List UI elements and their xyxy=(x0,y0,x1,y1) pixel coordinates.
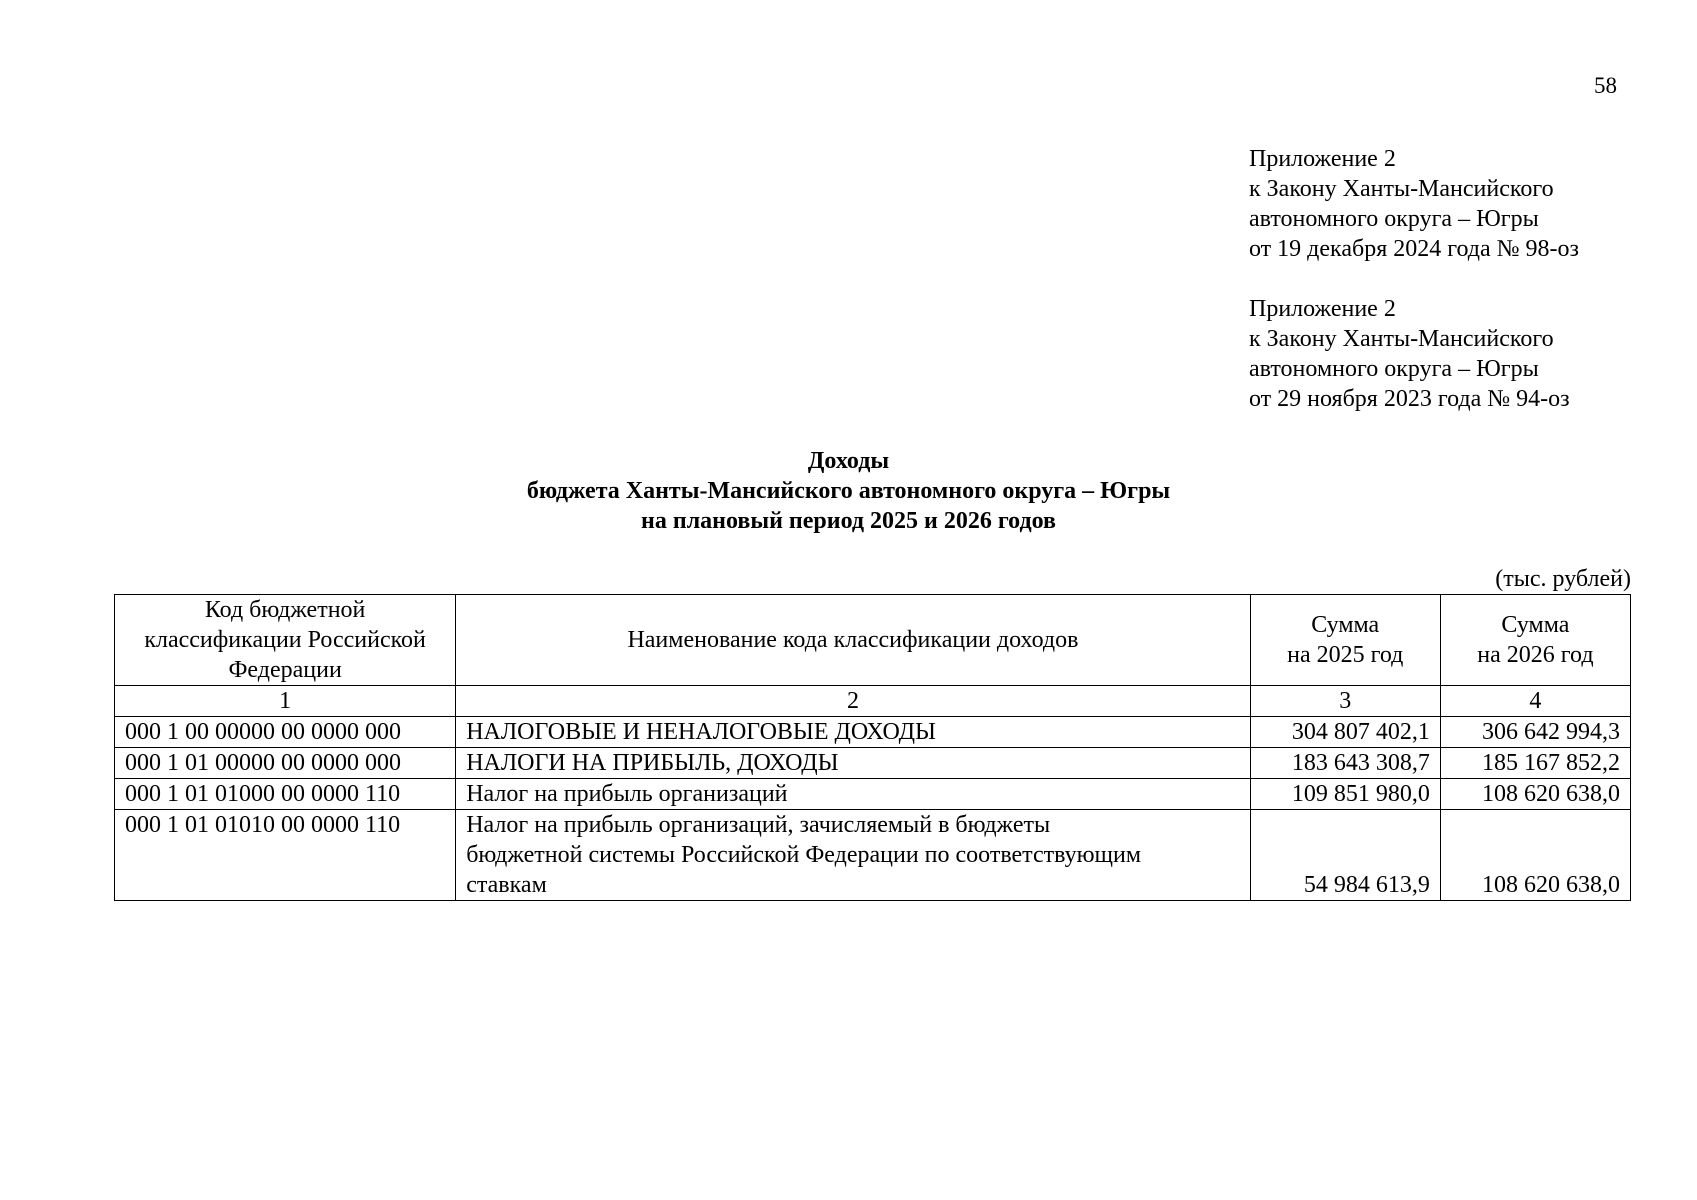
income-name: НАЛОГИ НА ПРИБЫЛЬ, ДОХОДЫ xyxy=(456,748,1250,779)
appendix-line: Приложение 2 xyxy=(1249,296,1396,322)
classification-code: 000 1 01 00000 00 0000 000 xyxy=(115,748,456,779)
title-line: бюджета Ханты-Мансийского автономного округа – Югры xyxy=(526,478,1171,504)
table-header-row xyxy=(115,595,1631,686)
appendix-note-current xyxy=(1249,144,1579,264)
sum-2026: 108 620 638,0 xyxy=(1440,779,1630,810)
classification-code: 000 1 01 01000 00 0000 110 xyxy=(115,779,456,810)
sum-2025: 109 851 980,0 xyxy=(1250,779,1440,810)
income-name: Налог на прибыль организаций, зачисляемый в бюджеты бюджетной системы Российской Федерации по соответствующим ставкам xyxy=(456,810,1250,901)
table-row xyxy=(115,748,1631,779)
document-title xyxy=(0,446,1697,536)
sum-2026: 185 167 852,2 xyxy=(1440,748,1630,779)
income-name: Налог на прибыль организаций xyxy=(456,779,1250,810)
income-name: НАЛОГОВЫЕ И НЕНАЛОГОВЫЕ ДОХОДЫ xyxy=(456,717,1250,748)
appendix-line: автономного округа – Югры xyxy=(1249,206,1539,232)
title-line: на плановый период 2025 и 2026 годов xyxy=(641,508,1056,534)
table-row xyxy=(115,779,1631,810)
sum-2025: 54 984 613,9 xyxy=(1250,810,1440,901)
appendix-line: автономного округа – Югры xyxy=(1249,356,1539,382)
appendix-line: от 19 декабря 2024 года № 98-оз xyxy=(1249,236,1580,262)
header-sum-2026: Сумма на 2026 год xyxy=(1440,595,1630,686)
appendix-line: к Закону Ханты-Мансийского xyxy=(1249,326,1554,352)
sum-2026: 306 642 994,3 xyxy=(1440,717,1630,748)
column-number-row xyxy=(115,686,1631,717)
header-sum-2025: Сумма на 2025 год xyxy=(1250,595,1440,686)
title-line: Доходы xyxy=(807,448,890,474)
header-code: Код бюджетной классификации Российской Федерации xyxy=(115,595,456,686)
sum-2025: 304 807 402,1 xyxy=(1250,717,1440,748)
classification-code: 000 1 00 00000 00 0000 000 xyxy=(115,717,456,748)
sum-2026: 108 620 638,0 xyxy=(1440,810,1630,901)
units-label: (тыс. рублей) xyxy=(1495,566,1631,592)
header-name: Наименование кода классификации доходов xyxy=(456,595,1250,686)
income-table xyxy=(114,594,1631,901)
appendix-line: к Закону Ханты-Мансийского xyxy=(1249,176,1554,202)
classification-code: 000 1 01 01010 00 0000 110 xyxy=(115,810,456,901)
appendix-line: Приложение 2 xyxy=(1249,146,1396,172)
sum-2025: 183 643 308,7 xyxy=(1250,748,1440,779)
column-number: 3 xyxy=(1250,686,1440,717)
column-number: 4 xyxy=(1440,686,1630,717)
column-number: 2 xyxy=(456,686,1250,717)
appendix-note-previous xyxy=(1249,294,1570,414)
page-number: 58 xyxy=(1594,73,1617,98)
appendix-line: от 29 ноября 2023 года № 94-оз xyxy=(1249,386,1570,412)
table-row xyxy=(115,717,1631,748)
column-number: 1 xyxy=(115,686,456,717)
table-row xyxy=(115,810,1631,901)
